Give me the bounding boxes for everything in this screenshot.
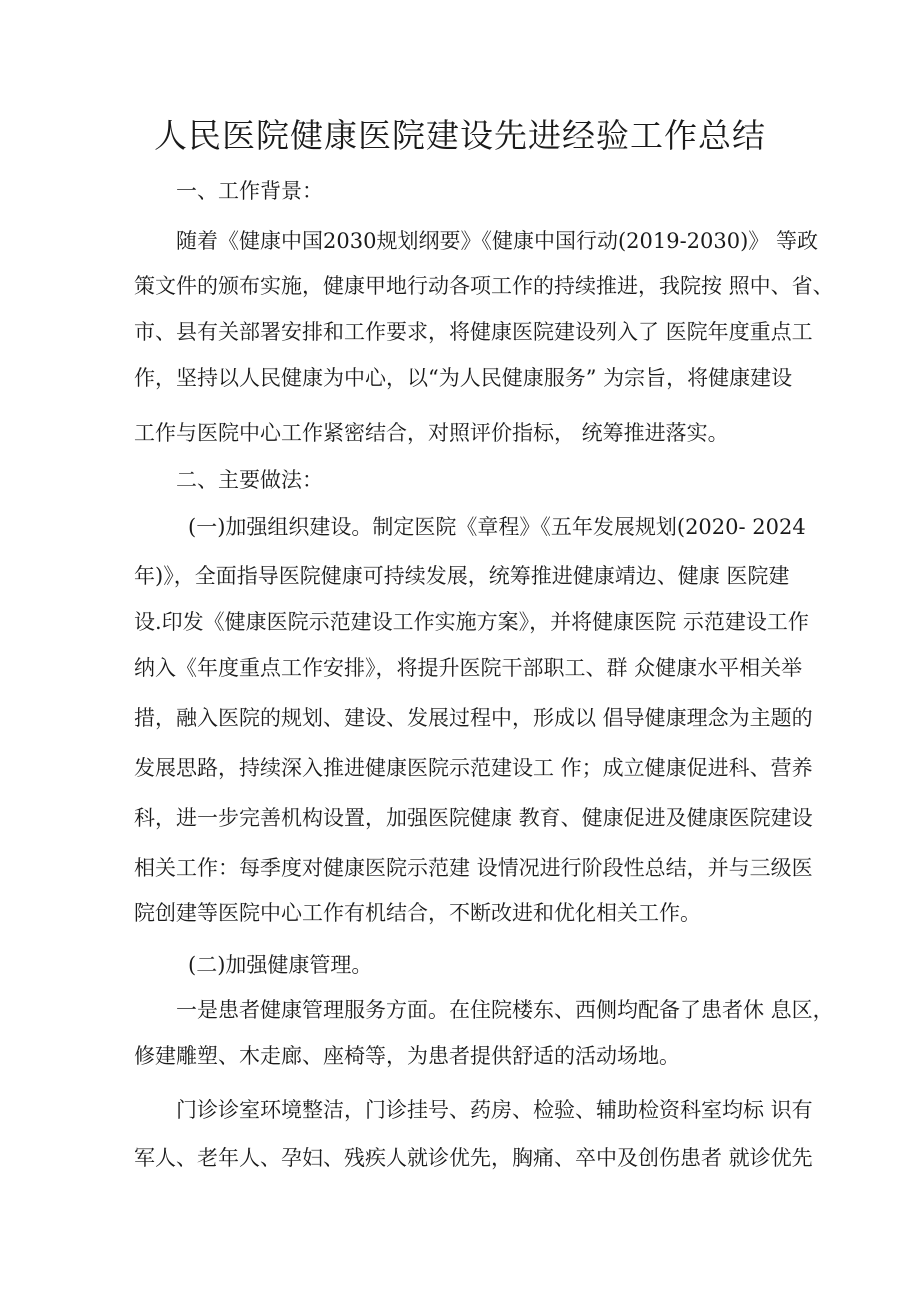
paragraph-line: 措，融入医院的规划、建设、发展过程中，形成以 倡导健康理念为主题的: [134, 706, 813, 730]
paragraph-line: 随着《健康中国2030规划纲要》《健康中国行动(2019-2030)》 等政: [176, 229, 818, 253]
paragraph-line: 设.印发《健康医院示范建设工作实施方案》，并将健康医院 示范建设工作: [134, 610, 809, 634]
paragraph-line: 院创建等医院中心工作有机结合，不断改进和优化相关工作。: [134, 901, 701, 925]
paragraph-line: 一是患者健康管理服务方面。在住院楼东、西侧均配备了患者休 息区，: [176, 998, 834, 1022]
document-title: 人民医院健康医院建设先进经验工作总结: [154, 116, 766, 155]
paragraph-line: 策文件的颁布实施，健康甲地行动各项工作的持续推进，我院按 照中、省、: [134, 274, 834, 298]
paragraph-line: 相关工作：每季度对健康医院示范建 设情况进行阶段性总结，并与三级医: [134, 856, 813, 880]
paragraph-line: 作，坚持以人民健康为中心，以“为人民健康服务” 为宗旨，将健康建设: [134, 366, 793, 390]
paragraph-line: 纳入《年度重点工作安排》，将提升医院干部职工、群 众健康水平相关举: [134, 656, 803, 680]
section-heading-methods: 二、主要做法：: [176, 468, 323, 492]
paragraph-line: 军人、老年人、孕妇、残疾人就诊优先，胸痛、卒中及创伤患者 就诊优先: [134, 1146, 813, 1170]
subsection-heading-health-management: (二)加强健康管理。: [188, 953, 373, 977]
paragraph-line: 修建雕塑、木走廊、座椅等，为患者提供舒适的活动场地。: [134, 1044, 680, 1068]
paragraph-line: (一)加强组织建设。制定医院《章程》《五年发展规划(2020- 2024: [188, 515, 806, 539]
paragraph-line: 门诊诊室环境整洁，门诊挂号、药房、检验、辅助检资科室均标 识有: [176, 1098, 813, 1122]
paragraph-line: 工作与医院中心工作紧密结合，对照评价指标， 统筹推进落实。: [134, 421, 729, 445]
paragraph-line: 科，进一步完善机构设置，加强医院健康 教育、健康促进及健康医院建设: [134, 806, 813, 830]
section-heading-background: 一、工作背景：: [176, 179, 323, 203]
paragraph-line: 年)》，全面指导医院健康可持续发展，统筹推进健康靖边、健康 医院建: [134, 564, 790, 588]
paragraph-line: 发展思路，持续深入推进健康医院示范建设工 作；成立健康促进科、营养: [134, 756, 813, 780]
paragraph-line: 市、县有关部署安排和工作要求，将健康医院建设列入了 医院年度重点工: [134, 320, 813, 344]
